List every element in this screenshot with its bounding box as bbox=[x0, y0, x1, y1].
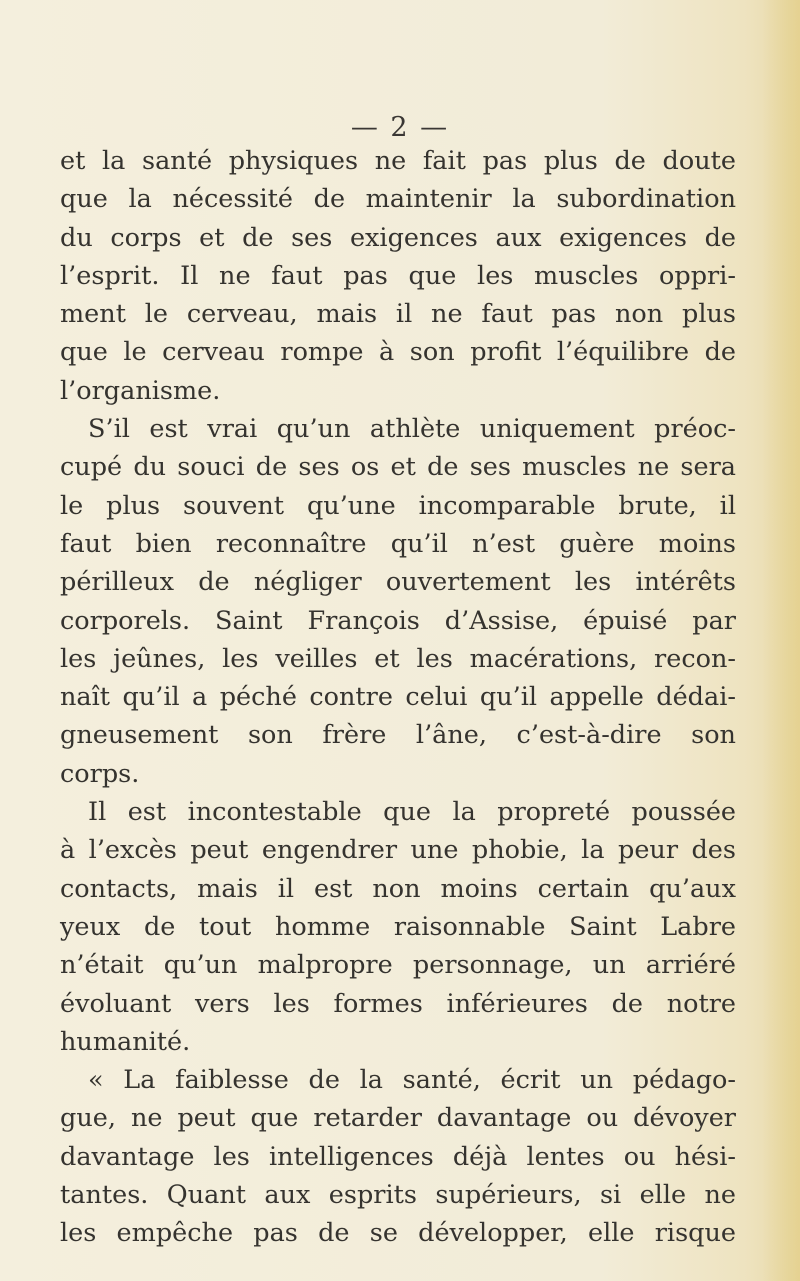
text-line: davantage les intelligences déjà lentes ou hési- bbox=[60, 1141, 736, 1172]
text-line: corporels. Saint François d’Assise, épuisé par bbox=[60, 605, 736, 636]
text-line: que le cerveau rompe à son profit l’équilibre de bbox=[60, 337, 736, 368]
text-line: naît qu’il a péché contre celui qu’il appelle dédai- bbox=[60, 682, 736, 713]
text-line: et la santé physiques ne fait pas plus de doute bbox=[60, 146, 736, 176]
body-text bbox=[60, 142, 736, 1253]
text-line: les jeûnes, les veilles et les macérations, recon- bbox=[60, 643, 736, 674]
text-line: contacts, mais il est non moins certain qu’aux bbox=[60, 873, 736, 904]
text-line: corps. bbox=[60, 758, 140, 789]
text-line: les empêche pas de se développer, elle risque bbox=[60, 1218, 736, 1249]
text-line: périlleux de négliger ouvertement les intérêts bbox=[60, 567, 736, 598]
text-line: du corps et de ses exigences aux exigences de bbox=[60, 222, 736, 253]
text-line: gue, ne peut que retarder davantage ou dévoyer bbox=[60, 1103, 736, 1134]
text-line: tantes. Quant aux esprits supérieurs, si elle ne bbox=[60, 1180, 736, 1211]
page-number: — 2 — bbox=[350, 112, 450, 143]
text-line: humanité. bbox=[60, 1026, 191, 1057]
paragraph-first-line: « La faiblesse de la santé, écrit un pédago- bbox=[88, 1065, 736, 1096]
text-line: à l’excès peut engendrer une phobie, la peur des bbox=[60, 835, 736, 866]
text-line: n’était qu’un malpropre personnage, un arriéré bbox=[60, 950, 736, 981]
text-line: ment le cerveau, mais il ne faut pas non plus bbox=[60, 299, 736, 330]
page-edge-stain bbox=[762, 0, 800, 1281]
text-line: cupé du souci de ses os et de ses muscles ne sera bbox=[60, 452, 736, 483]
text-line: gneusement son frère l’âne, c’est-à-dire son bbox=[60, 720, 736, 751]
text-line: le plus souvent qu’une incomparable brute, il bbox=[60, 490, 736, 521]
text-line: évoluant vers les formes inférieures de notre bbox=[60, 988, 736, 1019]
text-line: l’organisme. bbox=[60, 375, 221, 406]
text-line: faut bien reconnaître qu’il n’est guère moins bbox=[60, 528, 736, 559]
paragraph-first-line: Il est incontestable que la propreté poussée bbox=[88, 797, 736, 828]
text-line: que la nécessité de maintenir la subordination bbox=[60, 184, 736, 215]
text-line: l’esprit. Il ne faut pas que les muscles oppri- bbox=[60, 260, 736, 291]
text-line: yeux de tout homme raisonnable Saint Labre bbox=[60, 911, 736, 942]
paragraph-first-line: S’il est vrai qu’un athlète uniquement préoc- bbox=[88, 414, 736, 445]
